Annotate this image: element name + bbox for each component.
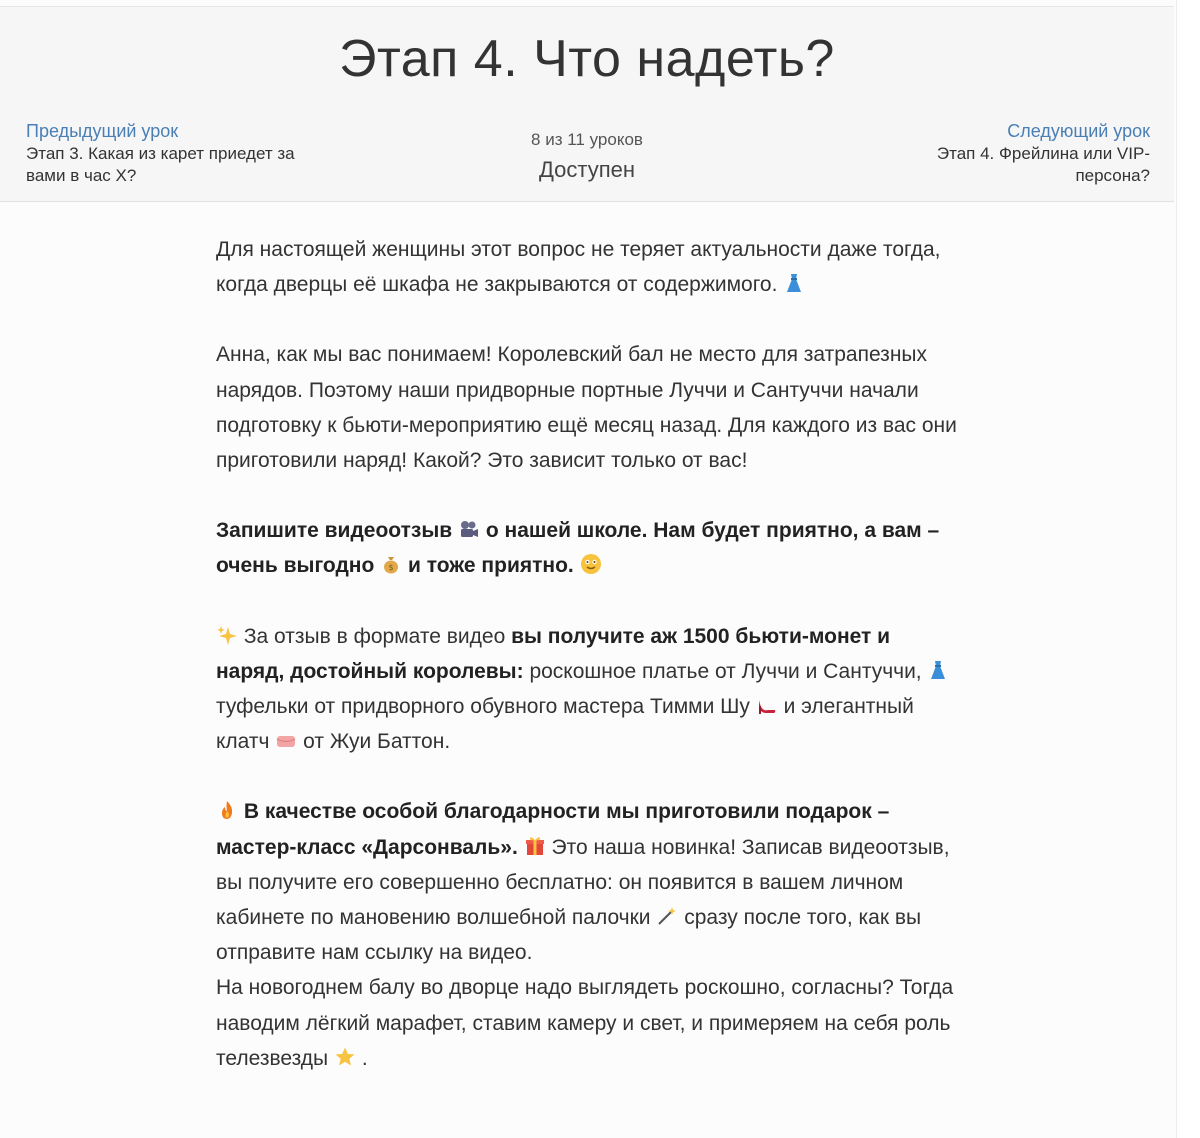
svg-text:$: $: [388, 563, 394, 573]
paragraph-gift: [216, 794, 961, 970]
paragraph-reward-text-d: туфельки от придворного обувного мастера Тимми Шу: [216, 695, 750, 719]
star-icon: [334, 1044, 356, 1066]
next-lesson-title[interactable]: Этап 4. Фрейлина или VIP-персона?: [936, 144, 1150, 185]
paragraph-reward-text-f: от Жуи Баттон.: [303, 730, 451, 754]
paragraph-gift-text-b: Это наша новинка! Записав видеоотзыв, вы получите его совершенно бесплатно: он появится в вашем личном кабинете по мановению волшебной палочки: [216, 835, 950, 930]
lesson-content: [216, 232, 961, 1111]
gift-icon: [524, 833, 546, 855]
paragraph-reward-text-a: За отзыв в формате видео: [243, 624, 512, 648]
money-bag-icon: [380, 551, 402, 573]
lesson-progress-count: 8 из 11 уроков: [531, 130, 643, 149]
high-heel-icon: [756, 692, 778, 714]
paragraph-video-review-text-c: и тоже приятно.: [408, 554, 574, 578]
dress-icon: [927, 657, 949, 679]
paragraph-final: [216, 970, 961, 1076]
paragraph-anna: Анна, как мы вас понимаем! Королевский бал не место для затрапезных нарядов. Поэтому наши придворные портные Луччи и Сантуччи начали подготовку к бьюти-мероприятию ещё месяц назад. Для каждого из вас они приготовили наряд! Какой? Это зависит только от вас!: [216, 343, 957, 473]
paragraph-reward-text-e: и элегантный клатч: [216, 695, 914, 754]
clutch-bag-icon: [275, 727, 297, 749]
paragraph-final-text-a: На новогоднем балу во дворце надо выглядеть роскошно, согласны? Тогда наводим лёгкий марафет, ставим камеру и свет, и примеряем на себя роль телезвезды: [216, 976, 954, 1070]
paragraph-final-text-b: .: [361, 1046, 368, 1070]
sparkles-icon: [216, 622, 238, 644]
smiling-face-icon: [580, 551, 602, 573]
paragraph-intro-text: Для настоящей женщины этот вопрос не теряет актуальности даже тогда, когда дверцы её шкафа не закрываются от содержимого.: [216, 238, 941, 297]
next-lesson-link[interactable]: Следующий урок: [1007, 121, 1150, 141]
dress-icon: [783, 270, 805, 292]
previous-lesson-link[interactable]: Предыдущий урок: [26, 121, 179, 141]
paragraph-video-review-text-b: о нашей школе. Нам будет приятно, а вам – очень выгодно: [216, 519, 940, 578]
paragraph-reward: [216, 619, 961, 760]
paragraph-reward-text-b: вы получите аж 1500 бьюти-монет и наряд, достойный королевы:: [216, 624, 891, 683]
video-camera-icon: [458, 516, 480, 538]
lesson-status: Доступен: [538, 157, 635, 182]
paragraph-gift-text-a: В качестве особой благодарности мы приготовили подарок – мастер-класс «Дарсонваль».: [216, 800, 890, 859]
lesson-header: [0, 6, 1174, 202]
paragraph-intro: [216, 232, 961, 302]
page-title: Этап 4. Что надеть?: [339, 30, 835, 88]
previous-lesson-title[interactable]: Этап 3. Какая из карет приедет за вами в час Х?: [26, 144, 295, 185]
paragraph-gift-text-c: сразу после того, как вы отправите нам ссылку на видео.: [216, 906, 922, 965]
paragraph-video-review: [216, 513, 961, 583]
magic-wand-icon: [656, 903, 678, 925]
paragraph-video-review-text-a: Запишите видеоотзыв: [216, 519, 453, 543]
paragraph-reward-text-c: роскошное платье от Луччи и Сантуччи,: [523, 659, 922, 683]
next-lesson-nav[interactable]: [870, 119, 1150, 187]
fire-icon: [216, 797, 238, 819]
